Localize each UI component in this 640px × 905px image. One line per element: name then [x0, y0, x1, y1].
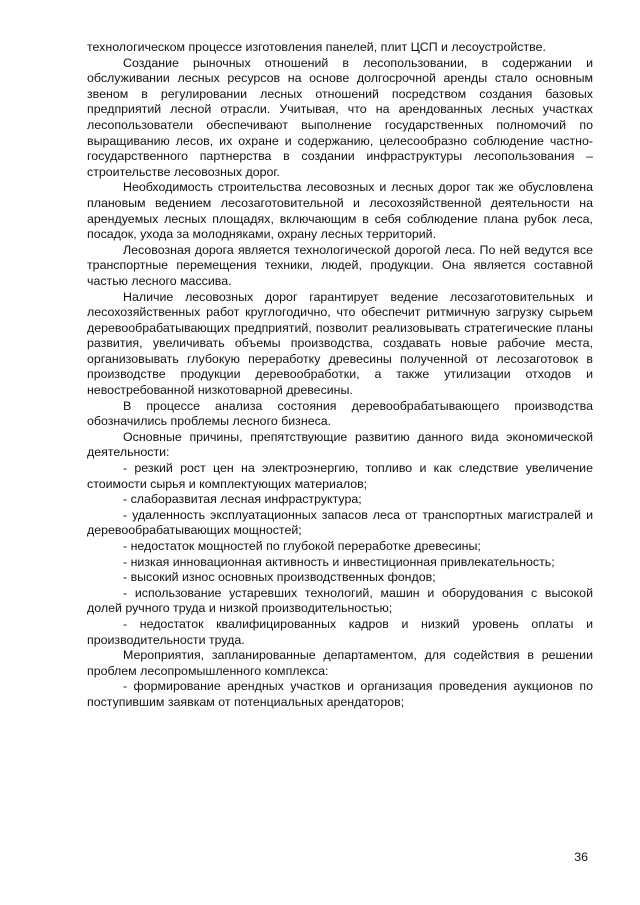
paragraph-road-necessity: Необходимость строительства лесовозных и лесных дорог так же обусловлена плановым ведением лесозаготовительной и лесохозяйственной деятельности на арендуемых лесных площадях, включающим в себя соблюдение плана рубок леса, посадок, ухода за молодняками, охрану лесных территорий. — [87, 180, 593, 242]
list-item: - низкая инновационная активность и инвестиционная привлекательность; — [123, 554, 555, 569]
page-number: 36 — [574, 850, 588, 864]
paragraph-continuation: технологическом процессе изготовления панелей, плит ЦСП и лесоустройстве. — [87, 40, 546, 54]
list-item: - недостаток квалифицированных кадров и низкий уровень оплаты и производительности труда. — [87, 616, 593, 647]
paragraph-roads-guarantee: Наличие лесовозных дорог гарантирует ведение лесозаготовительных и лесохозяйственных работ круглогодично, что обеспечит ритмичную загрузку сырьем деревообрабатывающих предприятий, позволит реализовывать стратегические планы развития, увеличивать объемы производства, создавать новые рабочие места, организовывать глубокую переработку древесины полученной от лесозаготовок в производстве продукции деревообработки, а также утилизации отходов и невостребованной низкотоварной древесины. — [87, 289, 593, 398]
paragraph-logging-road: Лесовозная дорога является технологической дорогой леса. По ней ведутся все транспортные перемещения техники, людей, продукции. Она является составной частью лесного массива. — [87, 242, 593, 288]
paragraph-analysis: В процессе анализа состояния деревообрабатывающего производства обозначились проблемы лесного бизнеса. — [87, 398, 593, 429]
list-item: - слаборазвитая лесная инфраструктура; — [123, 492, 362, 507]
list-item: - недостаток мощностей по глубокой переработке древесины; — [123, 539, 481, 553]
list-item: - удаленность эксплуатационных запасов леса от транспортных магистралей и деревообрабатывающих мощностей; — [87, 507, 593, 538]
paragraph-market-relations: Создание рыночных отношений в лесопользовании, в содержании и обслуживании лесных ресурсов на основе долгосрочной аренды стало основным звеном в регулировании лесных отношений посредством создания базовых предприятий лесной отрасли. Учитывая, что на арендованных лесных участках лесопользователи обеспечивают выполнение государственных полномочий по выращиванию лесов, их охране и содержанию, целесообразно соблюдение частно-государственного партнерства в создании инфраструктуры лесопользования – строительстве лесовозных дорог. — [87, 55, 593, 179]
list-item: - резкий рост цен на электроэнергию, топливо и как следствие увеличение стоимости сырья и комплектующих материалов; — [87, 461, 593, 491]
list-item: - использование устаревших технологий, машин и оборудования с высокой долей ручного труда и низкой производительностью; — [87, 585, 593, 616]
list-item: - высокий износ основных производственных фондов; — [123, 570, 436, 585]
paragraph-measures: Мероприятия, запланированные департаментом, для содействия в решении проблем лесопромышленного комплекса: — [87, 648, 593, 678]
paragraph-main-reasons: Основные причины, препятствующие развитию данного вида экономической деятельности: — [87, 429, 593, 460]
list-item: - формирование арендных участков и организация проведения аукционов по поступившим заявкам от потенциальных арендаторов; — [87, 679, 593, 709]
document-page — [87, 40, 593, 711]
